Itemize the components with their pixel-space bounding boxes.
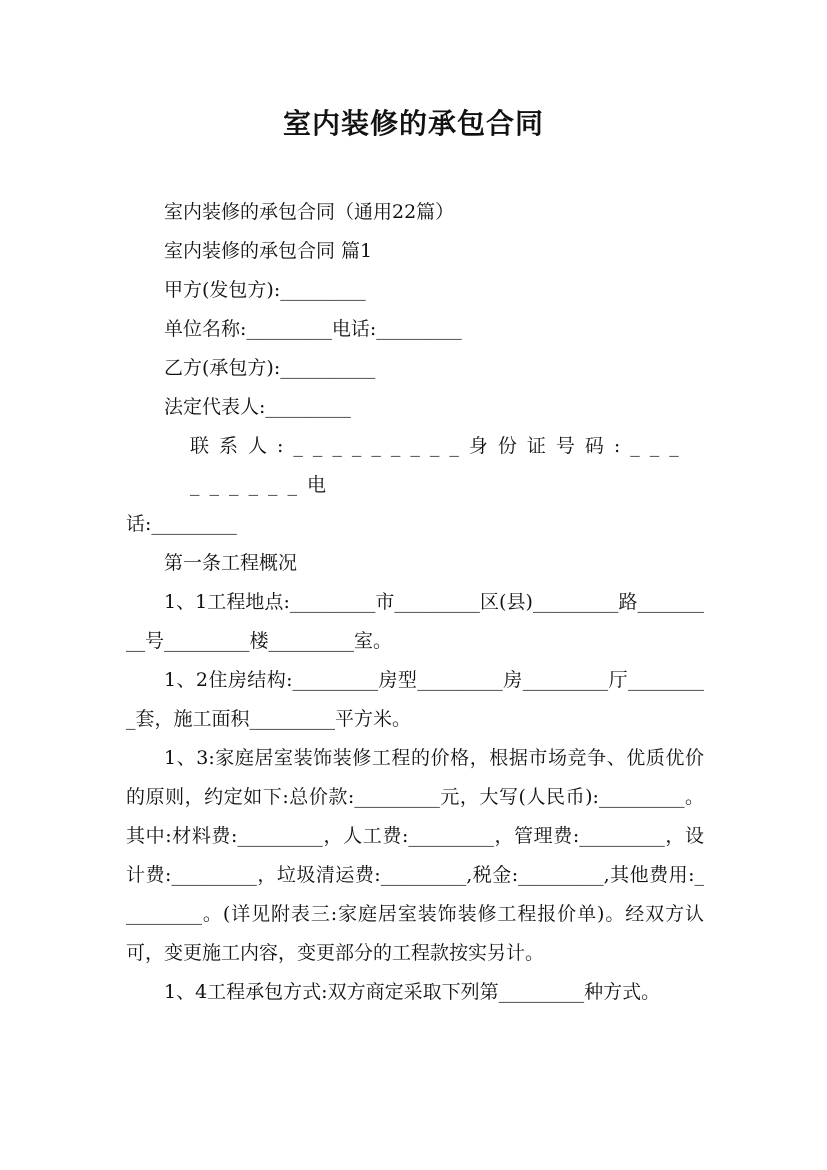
- paragraph-clause-1-2: 1、2住房结构:_________房型_________房_________厅_________套，施工面积_________平方米。: [126, 669, 704, 730]
- paragraph-clause-1-1: 1、1工程地点:_________市_________区(县)_________路_________号_________楼_________室。: [126, 591, 704, 652]
- document-body: [126, 193, 704, 1012]
- document-title: 室内装修的承包合同: [282, 107, 544, 140]
- paragraph-section-label: 室内装修的承包合同 篇1: [164, 240, 373, 262]
- paragraph-party-b: 乙方(承包方):__________: [164, 357, 376, 379]
- paragraph-legal-rep: 法定代表人:_________: [164, 396, 351, 418]
- paragraph-unit-name: 单位名称:_________电话:_________: [164, 318, 462, 340]
- paragraph-clause-1-4: 1、4工程承包方式:双方商定采取下列第_________种方式。: [164, 981, 661, 1003]
- paragraph-contact: 联系人:_________身份证号码:_________电: [190, 435, 689, 496]
- paragraph-clause-1-3: 1、3:家庭居室装饰装修工程的价格，根据市场竞争、优质优价的原则，约定如下:总价款:_________元，大写(人民币):_________。其中:材料费:_________，人工费:_________，管理费:_________，设计费:_________，垃圾清运费:_________,税金:_________,其他费用:_________。(详见附表三:家庭居室装饰装修工程报价单)。经双方认可，变更施工内容，变更部分的工程款按实另计。: [126, 747, 704, 964]
- paragraph-party-a: 甲方(发包方):_________: [164, 279, 366, 301]
- paragraph-contact-phone: 话:_________: [126, 513, 237, 535]
- paragraph-article-one: 第一条工程概况: [164, 552, 298, 574]
- paragraph-heading: 室内装修的承包合同（通用22篇）: [164, 201, 455, 223]
